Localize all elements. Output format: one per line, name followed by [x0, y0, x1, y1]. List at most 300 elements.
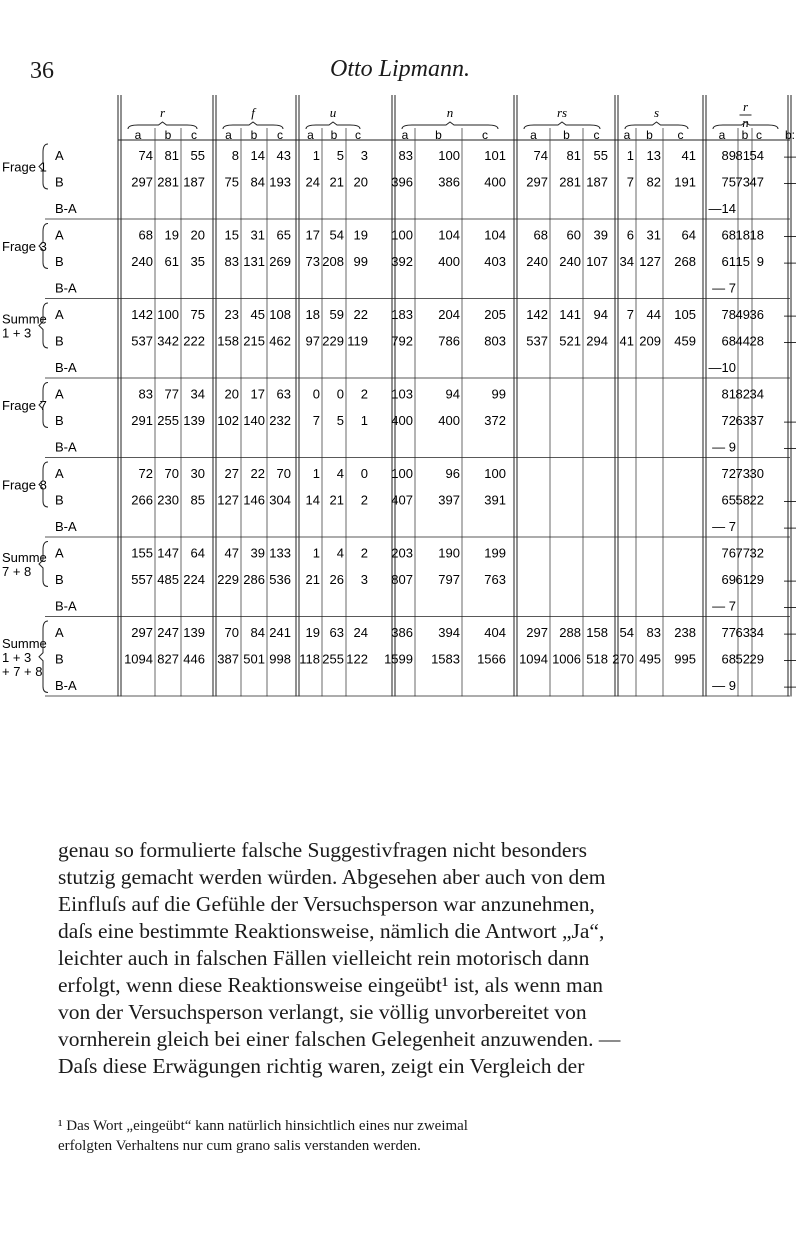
running-title: Otto Lipmann. [329, 56, 470, 82]
table-cell: 89 [721, 148, 736, 163]
row-kind: A [55, 386, 64, 402]
table-cell: 396 [391, 174, 413, 190]
table-cell: 82 [646, 174, 661, 190]
table-cell: 269 [269, 254, 291, 269]
table-cell: 44 [646, 307, 661, 322]
table-cell: 64 [190, 545, 205, 561]
row-kind: A [55, 545, 64, 561]
table-cell: 31 [646, 227, 661, 243]
table-cell: 139 [183, 625, 205, 640]
table-cell: 83 [138, 386, 153, 402]
table-cell: 155 [131, 545, 153, 561]
group-label: f [251, 105, 255, 120]
table-cell: 103 [391, 386, 413, 402]
table-cell: 495 [639, 651, 661, 667]
table-cell: 1 [626, 148, 634, 163]
table-cell: 4 [336, 466, 344, 481]
table-cell: 400 [391, 413, 413, 428]
table-cell: 270 [612, 651, 634, 667]
table-cell: 23 [224, 307, 239, 322]
table-cell: 55 [593, 148, 608, 163]
subcol-label: b [250, 128, 258, 142]
table-cell: 131 [243, 254, 265, 269]
table-cell: 127 [639, 254, 661, 269]
table-cell: 27 [224, 466, 239, 481]
table-cell: — [784, 440, 796, 455]
table-cell: 21 [329, 492, 344, 508]
subcol-label: c [593, 128, 600, 142]
table-cell: 240 [131, 254, 153, 269]
table-cell: 222 [183, 333, 205, 349]
table-cell: 75 [224, 174, 239, 190]
table-cell: 827 [157, 651, 179, 667]
table-cell: 521 [559, 333, 581, 349]
table-cell: 191 [674, 174, 696, 190]
row-group-label: Frage 7 [2, 398, 47, 413]
table-cell: 45 [250, 307, 265, 322]
table-cell: 14 [250, 148, 265, 163]
table-cell: 28 [749, 333, 764, 349]
table-cell: 0 [312, 386, 320, 402]
table-cell: 73 [305, 254, 320, 269]
table-cell: 21 [305, 572, 320, 587]
row-kind: B [55, 492, 64, 508]
subcol-label: b [330, 128, 338, 142]
table-cell: 400 [484, 174, 506, 190]
table-cell: 255 [157, 413, 179, 428]
row-kind: A [55, 625, 64, 640]
table-cell: 54 [749, 148, 764, 163]
table-cell: —10 [708, 360, 736, 375]
table-cell: 536 [269, 572, 291, 587]
row-group-label: Frage 1 [2, 159, 47, 175]
table-cell: 142 [131, 307, 153, 322]
table-cell: 61 [164, 254, 179, 269]
table-cell: 400 [438, 413, 460, 428]
body-line-4: daſs eine bestimmte Reaktionsweise, nämlich die Antwort „Ja“, [58, 919, 605, 943]
table-cell: 18 [749, 227, 764, 243]
table-cell: 69 [721, 572, 736, 587]
body-line-3: Einfluſs auf die Gefühle der Versuchsperson war anzunehmen, [58, 892, 595, 916]
row-kind: B-A [55, 201, 77, 216]
table-cell: 76 [721, 545, 736, 561]
table-cell: 142 [526, 307, 548, 322]
table-cell: 205 [484, 307, 506, 322]
subcol-label: a [225, 128, 232, 142]
table-cell: 15 [224, 227, 239, 243]
subcol-label: a [623, 128, 631, 142]
table-cell: 1599 [384, 651, 413, 667]
table-cell: — [784, 175, 796, 190]
table-cell: 52 [735, 651, 750, 667]
table-cell: 107 [586, 254, 608, 269]
table-cell: — [784, 334, 796, 349]
row-kind: B-A [55, 598, 77, 614]
row-group-label: Summe [2, 311, 47, 327]
table-cell: 0 [360, 466, 368, 481]
table-cell: 537 [526, 333, 548, 349]
table-cell: 35 [190, 254, 205, 269]
table-cell: 99 [491, 386, 506, 402]
row-kind: B-A [55, 360, 77, 375]
table-cell: 96 [445, 466, 460, 481]
table-cell: 68 [721, 227, 736, 243]
table-cell: 304 [269, 492, 291, 508]
table-cell: 34 [190, 386, 205, 402]
table-cell: 36 [749, 307, 764, 322]
table-cell: — 9 [712, 439, 736, 455]
row-group-label: 1 + 3 [2, 649, 32, 665]
table-cell: 238 [674, 625, 696, 640]
table-cell: 127 [217, 492, 239, 508]
table-cell: 68 [138, 227, 153, 243]
row-brace [39, 621, 48, 693]
table-cell: 1566 [477, 651, 506, 667]
table-cell: 230 [157, 492, 179, 508]
table-cell: 72 [138, 466, 153, 481]
table-cell: 209 [639, 333, 661, 349]
table-cell: 266 [131, 492, 153, 508]
table-cell: 104 [438, 227, 460, 243]
table-cell: 54 [329, 227, 344, 243]
table-cell: 141 [559, 307, 581, 322]
table-cell: 240 [526, 254, 548, 269]
table-cell: 73 [735, 466, 750, 481]
body-line-9: Daſs diese Erwägungen richtig waren, zeigt ein Vergleich der [58, 1054, 585, 1078]
table-cell: — [784, 520, 796, 534]
table-cell: 20 [353, 174, 368, 190]
table-cell: 2 [360, 545, 368, 561]
table-cell: 18 [735, 227, 750, 243]
table-cell: 387 [217, 651, 239, 667]
table-cell: 5 [336, 148, 344, 163]
row-kind: B-A [55, 678, 77, 693]
table-cell: 232 [269, 413, 291, 428]
table-cell: 501 [243, 651, 265, 667]
row-group-label: Summe [2, 550, 47, 565]
table-cell: 190 [438, 545, 460, 561]
group-label: s [653, 105, 660, 120]
table-cell: 3 [360, 148, 368, 163]
subcol-label: c [677, 128, 684, 142]
table-cell: 82 [735, 386, 750, 402]
table-cell: 58 [735, 492, 750, 508]
table-cell: 133 [269, 545, 291, 561]
group-label: n [446, 105, 454, 120]
table-cell: 24 [305, 174, 320, 190]
table-cell: 63 [329, 625, 344, 640]
row-group-label: + 7 + 8 [2, 663, 43, 679]
table-cell: 13 [646, 148, 661, 163]
subcol-label: b [164, 128, 172, 142]
table-cell: 998 [269, 651, 291, 667]
table-cell: — [784, 414, 796, 428]
table-cell: 203 [391, 545, 413, 561]
page-number: 36 [30, 58, 54, 84]
table-cell: 54 [619, 625, 634, 640]
table-cell: 63 [276, 386, 291, 402]
subcol-label: b [741, 128, 749, 142]
row-kind: B [55, 413, 64, 428]
table-cell: 81 [721, 386, 736, 402]
table-cell: 391 [484, 492, 506, 508]
table-cell: 43 [276, 148, 291, 163]
table-cell: 97 [305, 333, 320, 349]
table-cell: — 7 [712, 280, 736, 296]
table-cell: 104 [484, 227, 506, 243]
table-cell: 386 [391, 625, 413, 640]
table-cell: 291 [131, 413, 153, 428]
table-cell: 20 [190, 227, 205, 243]
table-cell: 100 [391, 227, 413, 243]
subcol-label: c [482, 128, 488, 142]
table-cell: 9 [756, 254, 764, 269]
table-cell: 100 [438, 148, 460, 163]
table-cell: 215 [243, 333, 265, 349]
table-cell: 7 [626, 307, 634, 322]
table-cell: 44 [735, 333, 750, 349]
table-cell: 105 [674, 307, 696, 322]
row-kind: B-A [55, 519, 77, 534]
table-cell: 61 [735, 572, 750, 587]
table-cell: 297 [526, 174, 548, 190]
row-kind: B [55, 651, 64, 667]
table-cell: 47 [749, 174, 764, 190]
table-cell: 208 [322, 254, 344, 269]
table-cell: 518 [586, 651, 608, 667]
table-cell: 34 [749, 386, 764, 402]
table-cell: 18 [305, 307, 320, 322]
table-cell: 146 [243, 492, 265, 508]
table-cell: 1094 [124, 651, 153, 667]
table-cell: 462 [269, 333, 291, 349]
row-kind: A [55, 466, 64, 481]
table-cell: 72 [721, 466, 736, 481]
table-cell: 297 [131, 174, 153, 190]
table-cell: 34 [619, 254, 634, 269]
table-cell: 74 [138, 148, 153, 163]
table-cell: — 7 [712, 598, 736, 614]
row-kind: B-A [55, 439, 77, 455]
subcol-label: b [435, 128, 442, 142]
table-cell: 68 [721, 651, 736, 667]
table-cell: 41 [681, 148, 696, 163]
body-line-5: leichter auch in falschen Fällen vielleicht rein motorisch dann [58, 946, 590, 970]
table-cell: 22 [250, 466, 265, 481]
row-group-label: Summe [2, 635, 47, 651]
table-cell: 77 [721, 625, 736, 640]
table-cell: 24 [353, 625, 368, 640]
table-cell: 268 [674, 254, 696, 269]
table-cell: 255 [322, 651, 344, 667]
subcol-label: c [277, 128, 283, 142]
table-cell: 394 [438, 625, 460, 640]
footnote-line-2: erfolgten Verhaltens nur cum grano salis verstanden werden. [58, 1138, 421, 1154]
table-cell: 101 [484, 148, 506, 163]
table-cell: 22 [749, 492, 764, 508]
table-cell: 68 [721, 333, 736, 349]
table-cell: 792 [391, 333, 413, 349]
table-cell: 77 [735, 545, 750, 561]
table-cell: 122 [346, 651, 368, 667]
table-cell: 342 [157, 333, 179, 349]
table-cell: 55 [190, 148, 205, 163]
table-cell: 70 [276, 466, 291, 481]
row-group-label: 7 + 8 [2, 564, 32, 579]
table-cell: 75 [190, 307, 205, 322]
table-cell: 32 [749, 545, 764, 561]
table-cell: 386 [438, 174, 460, 190]
table-cell: 372 [484, 413, 506, 428]
table-cell: — [784, 679, 796, 693]
table-cell: 73 [735, 174, 750, 190]
table-cell: 229 [322, 333, 344, 349]
table-cell: 74 [533, 148, 548, 163]
table-cell: 5 [336, 413, 344, 428]
table-cell: 1 [312, 466, 320, 481]
table-cell: 537 [131, 333, 153, 349]
table-cell: 20 [224, 386, 239, 402]
table-cell: 78 [721, 307, 736, 322]
table-cell: 294 [586, 333, 608, 349]
table-cell: 41 [619, 333, 634, 349]
table-cell: 0 [336, 386, 344, 402]
group-label: r [159, 105, 166, 120]
table-cell: — [784, 149, 796, 163]
table-cell: 786 [438, 333, 460, 349]
subcol-label: c [191, 128, 197, 142]
table-cell: 557 [131, 572, 153, 587]
table-cell: 19 [305, 625, 320, 640]
subcol-label: b [646, 128, 653, 142]
table-cell: 39 [593, 227, 608, 243]
table-cell: 100 [391, 466, 413, 481]
table-cell: 459 [674, 333, 696, 349]
table-cell: 83 [398, 148, 413, 163]
table-cell: 2 [360, 386, 368, 402]
table-cell: 281 [559, 174, 581, 190]
table-cell: 400 [438, 254, 460, 269]
table-cell: 2 [360, 492, 368, 508]
table-cell: 99 [353, 254, 368, 269]
table-cell: — [784, 573, 796, 587]
table-cell: 297 [526, 625, 548, 640]
table-cell: 30 [749, 466, 764, 481]
group-label: r [742, 99, 749, 114]
table-cell: 1 [312, 545, 320, 561]
body-line-2: stutzig gemacht werden würden. Abgesehen aber auch von dem [58, 865, 606, 889]
row-group-label: 1 + 3 [2, 325, 32, 341]
table-cell: 37 [749, 413, 764, 428]
table-cell: 3 [360, 572, 368, 587]
body-line-1: genau so formulierte falsche Suggestivfragen nicht besonders [58, 838, 587, 862]
subcol-label: b [563, 128, 570, 142]
table-cell: 108 [269, 307, 291, 322]
row-kind: B [55, 333, 64, 349]
table-cell: 187 [183, 174, 205, 190]
table-cell: 94 [445, 386, 460, 402]
table-cell: 34 [749, 625, 764, 640]
table-cell: 29 [749, 572, 764, 587]
table-cell: 60 [566, 227, 581, 243]
table-cell: 147 [157, 545, 179, 561]
table-cell: 7 [312, 413, 320, 428]
table-cell: 803 [484, 333, 506, 349]
subcol-label: a [401, 128, 409, 142]
table-cell: 183 [391, 307, 413, 322]
body-line-6: erfolgt, wenn diese Reaktionsweise eingeübt¹ ist, als wenn man [58, 973, 604, 997]
table-cell: — [784, 228, 796, 243]
table-cell: 72 [721, 413, 736, 428]
group-label: rs [556, 105, 568, 120]
row-kind: B [55, 254, 64, 269]
body-line-8: vornherein gleich bei einer falschen Gelegenheit anzuwenden. — [58, 1027, 621, 1051]
table-cell: 30 [190, 466, 205, 481]
row-kind: B-A [55, 280, 77, 296]
table-cell: 19 [164, 227, 179, 243]
table-cell: 8 [231, 148, 239, 163]
table-cell: 15 [735, 254, 750, 269]
table-cell: — [784, 493, 796, 508]
table-cell: 61 [721, 254, 736, 269]
table-cell: 241 [269, 625, 291, 640]
subcol-label: a [718, 128, 726, 142]
table-cell: — [784, 626, 796, 640]
table-cell: 81 [735, 148, 750, 163]
table-cell: 6 [626, 227, 634, 243]
table-cell: 81 [164, 148, 179, 163]
table-cell: 158 [586, 625, 608, 640]
table-cell: 102 [217, 413, 239, 428]
table-cell: 63 [735, 413, 750, 428]
table-cell: 407 [391, 492, 413, 508]
table-cell: 1 [360, 413, 368, 428]
table-cell: 118 [299, 651, 320, 667]
table-cell: 94 [593, 307, 608, 322]
row-group-label: Frage 3 [2, 239, 47, 254]
table-cell: 100 [157, 307, 179, 322]
table-cell: 763 [484, 572, 506, 587]
subcol-label: a [134, 128, 142, 142]
table-cell: 63 [735, 625, 750, 640]
table-cell: 4 [336, 545, 344, 561]
table-cell: 83 [646, 625, 661, 640]
row-kind: A [55, 227, 64, 243]
subcol-label: a [307, 128, 314, 142]
table-cell: 85 [190, 492, 205, 508]
table-cell: 199 [484, 545, 506, 561]
table-cell: 485 [157, 572, 179, 587]
row-kind: A [55, 148, 64, 163]
table-cell: 19 [353, 227, 368, 243]
subcol-label: b: [784, 128, 796, 142]
table-cell: 1583 [431, 651, 460, 667]
table-cell: 26 [329, 572, 344, 587]
row-kind: A [55, 307, 64, 322]
row-kind: B [55, 174, 64, 190]
table-cell: 64 [681, 227, 696, 243]
table-cell: 59 [329, 307, 344, 322]
table-cell: —14 [708, 201, 736, 216]
table-cell: 297 [131, 625, 153, 640]
table-cell: 797 [438, 572, 460, 587]
table-cell: 70 [164, 466, 179, 481]
table-cell: 75 [721, 174, 736, 190]
table-cell: — [784, 308, 796, 322]
table-cell: — 7 [712, 519, 736, 534]
table-cell: 397 [438, 492, 460, 508]
table-cell: 1 [312, 148, 320, 163]
